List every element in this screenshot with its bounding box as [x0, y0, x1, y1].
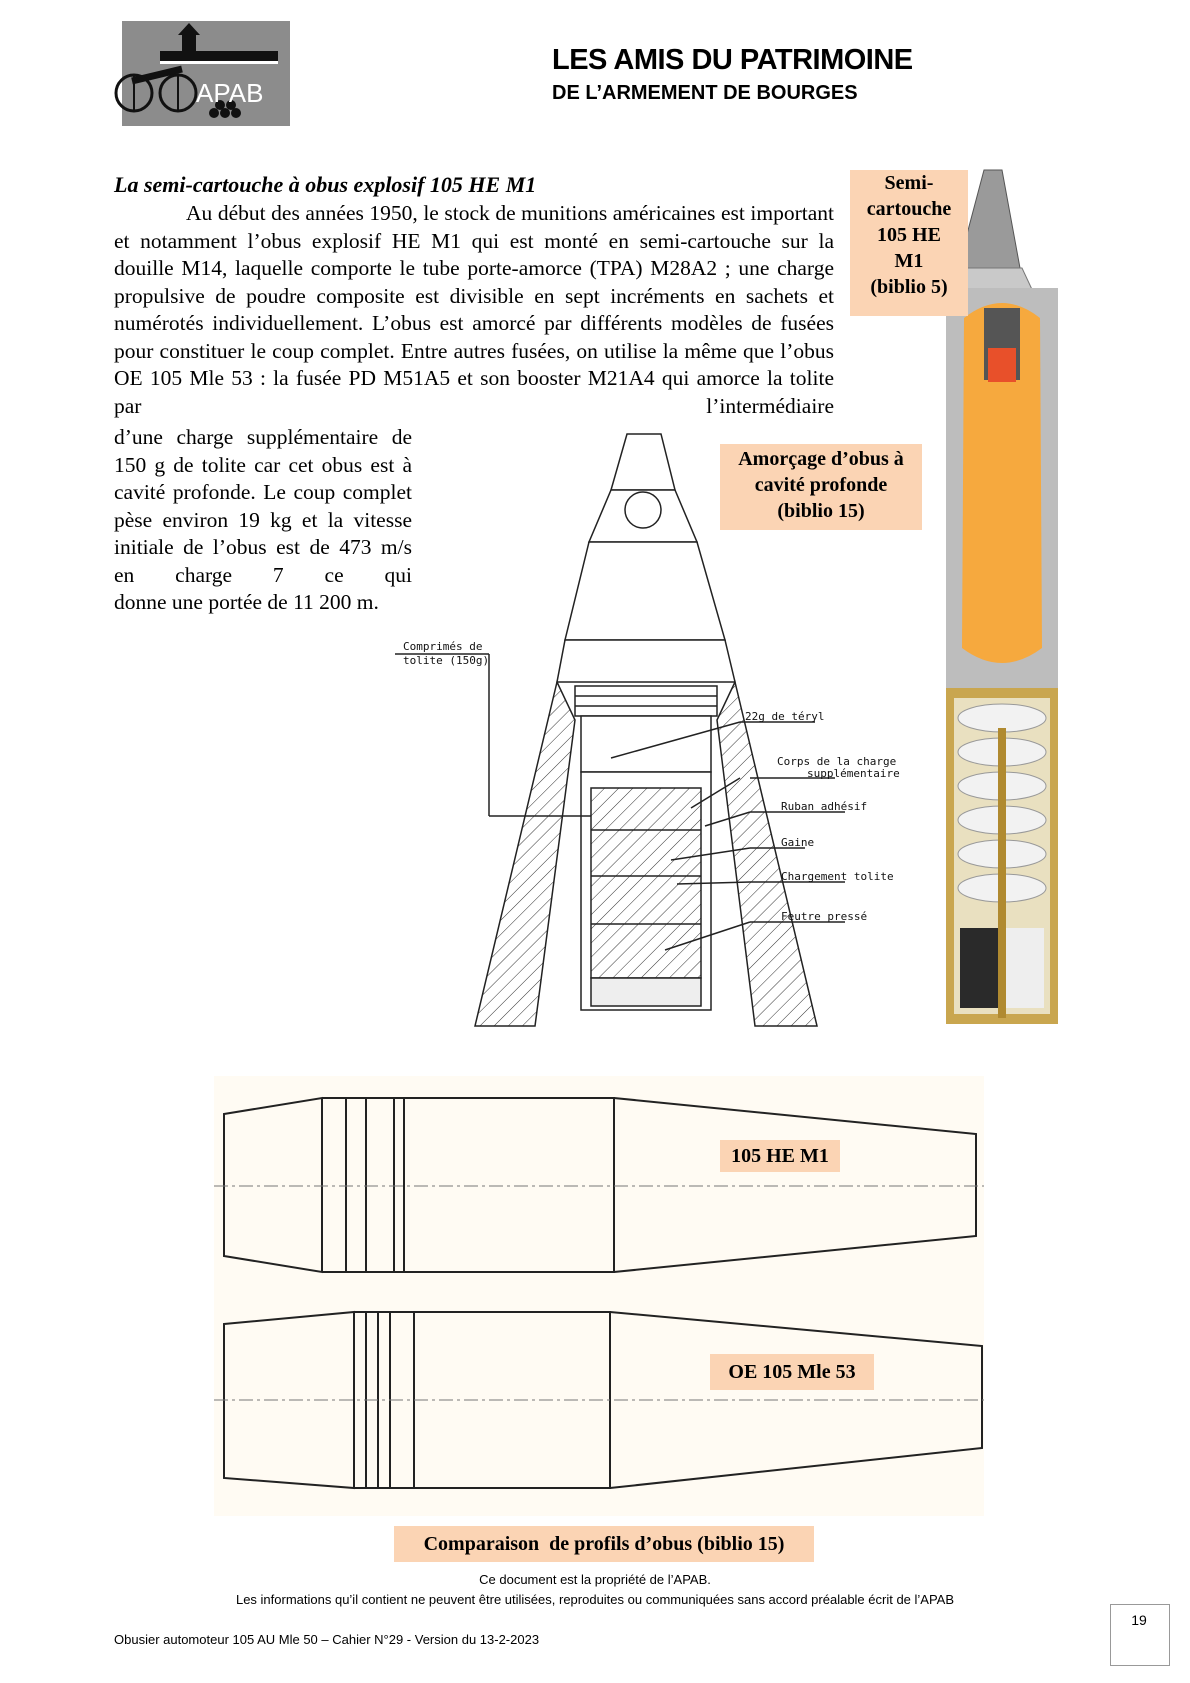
- label-chargement: Chargement tolite: [781, 870, 894, 883]
- header-subtitle: DE L’ARMEMENT DE BOURGES: [552, 82, 858, 104]
- label-teryl: 22g de téryl: [745, 710, 825, 723]
- profile-label-oe-105-mle-53: OE 105 Mle 53: [710, 1354, 874, 1390]
- photo-caption-line-4: M1: [894, 250, 924, 272]
- article-paragraph-1: Au début des années 1950, le stock de munitions américaines est important et notamment l’obus explosif HE M1 qui est monté en semi-cartouche sur la douille M14, laquelle comporte le tube porte-amorce (TPA) M28A2 ; une charge propulsive de poudre composite est divisible en sept incréments en sachets et numérotés individuellement. L’obus est amorcé par différents modèles de fusées pour constituer le coup complet. Entre autres fusées, on utilise la même que l’obus OE 105 Mle 53 : la fusée PD M51A5 et son booster M21A4 qui amorce la tolite par l’intermédiaire: [114, 201, 834, 418]
- logo-text: APAB: [196, 78, 264, 108]
- photo-caption-line-3: 105 HE: [877, 224, 941, 246]
- label-comprimes-1: Comprimés de: [403, 640, 483, 653]
- footer-ownership: Ce document est la propriété de l’APAB.: [479, 1572, 711, 1587]
- shell-profiles-drawing: [214, 1076, 984, 1516]
- apab-logo: [122, 21, 290, 126]
- label-corps-1: Corps de la charge: [777, 755, 897, 768]
- header-title: LES AMIS DU PATRIMOINE: [552, 44, 913, 76]
- profile-label-105-he-m1: 105 HE M1: [720, 1140, 840, 1172]
- drawing-caption-line-2: cavité profonde: [754, 474, 888, 496]
- footer-document-ref: Obusier automoteur 105 AU Mle 50 – Cahier N°29 - Version du 13-2-2023: [114, 1632, 540, 1647]
- photo-caption-line-2: cartouche: [866, 198, 952, 220]
- photo-caption-line-1: Semi-: [884, 172, 934, 194]
- drawing-caption-line-1: Amorçage d’obus à: [738, 448, 904, 470]
- profiles-caption: Comparaison de profils d’obus (biblio 15): [394, 1526, 814, 1562]
- cannon-logo-icon: [122, 21, 290, 126]
- article-title: La semi-cartouche à obus explosif 105 HE M1: [114, 172, 537, 197]
- page-number: 19: [1131, 1612, 1147, 1628]
- drawing-caption: [720, 444, 922, 530]
- label-gaine: Gaine: [781, 836, 815, 849]
- label-ruban: Ruban adhésif: [781, 800, 868, 813]
- label-corps-2: supplémentaire: [807, 767, 900, 780]
- photo-caption-line-5: (biblio 5): [870, 276, 948, 298]
- article-paragraph-2: [114, 424, 412, 617]
- article-paragraph-2-last: donne une portée de 11 200 m.: [114, 590, 379, 614]
- footer-copyright: Les informations qu’il contient ne peuvent être utilisées, reproduites ou communiquées sans accord préalable écrit de l’APAB: [235, 1592, 955, 1607]
- drawing-caption-line-3: (biblio 15): [777, 500, 865, 522]
- label-comprimes-2: tolite (150g): [403, 654, 490, 667]
- label-feutre: Feutre pressé: [781, 910, 868, 923]
- photo-caption: [850, 170, 968, 316]
- article-paragraph-2-body: d’une charge supplémentaire de 150 g de tolite car cet obus est à cavité profonde. Le coup complet pèse environ 19 kg et la vitesse initiale de l’obus est de 473 m/s en charge 7 ce qui: [114, 425, 412, 587]
